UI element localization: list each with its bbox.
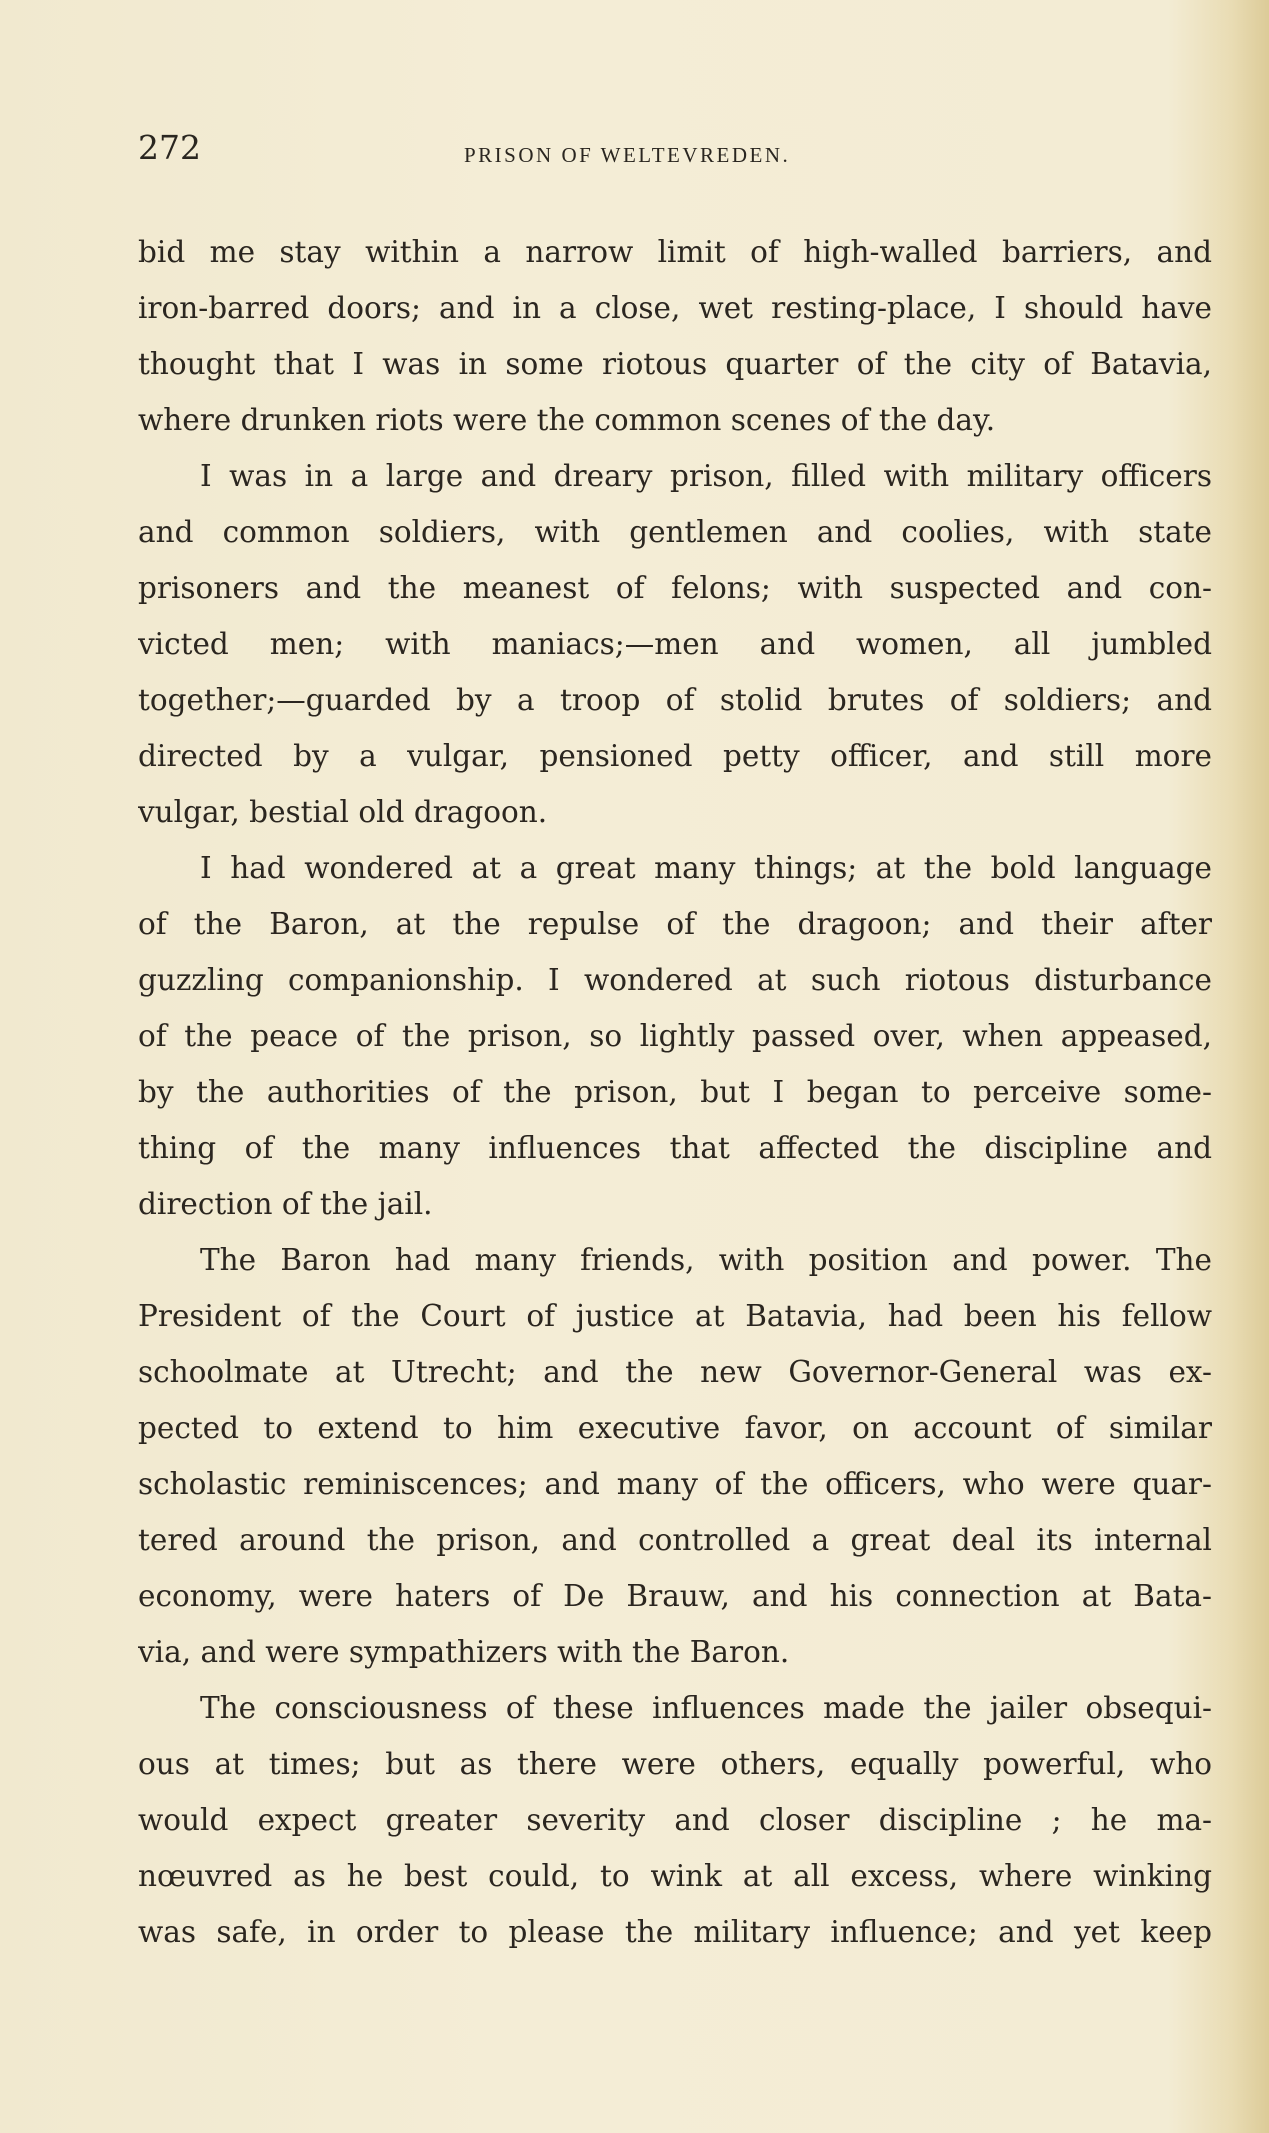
text-line: thought that I was in some riotous quarter of the city of Batavia, <box>138 347 1212 381</box>
text-line: of the Baron, at the repulse of the dragoon; and their after <box>138 907 1212 941</box>
text-line: tered around the prison, and controlled a great deal its internal <box>138 1523 1212 1557</box>
text-line: by the authorities of the prison, but I began to perceive some- <box>138 1075 1212 1109</box>
text-line: economy, were haters of De Brauw, and his connection at Bata- <box>138 1579 1212 1613</box>
running-head: PRISON OF WELTEVREDEN. <box>464 143 791 167</box>
text-line: I was in a large and dreary prison, filled with military officers <box>200 459 1212 493</box>
text-line: I had wondered at a great many things; at the bold language <box>200 851 1212 885</box>
text-line: together;—guarded by a troop of stolid brutes of soldiers; and <box>138 683 1212 717</box>
text-line: via, and were sympathizers with the Baron. <box>138 1635 790 1669</box>
text-line: was safe, in order to please the military influence; and yet keep <box>138 1915 1212 1949</box>
text-line: directed by a vulgar, pensioned petty officer, and still more <box>138 739 1212 773</box>
text-line: thing of the many influences that affected the discipline and <box>138 1131 1212 1165</box>
text-line: prisoners and the meanest of felons; with suspected and con- <box>138 571 1212 605</box>
text-line: would expect greater severity and closer discipline ; he ma- <box>138 1803 1212 1837</box>
body-text <box>138 224 1212 1960</box>
text-line: bid me stay within a narrow limit of high-walled barriers, and <box>138 235 1212 269</box>
page-number: 272 <box>138 128 201 167</box>
text-line: nœuvred as he best could, to wink at all excess, where winking <box>138 1859 1212 1893</box>
text-line: ous at times; but as there were others, equally powerful, who <box>138 1747 1212 1781</box>
text-line: President of the Court of justice at Batavia, had been his fellow <box>138 1299 1212 1333</box>
text-line: scholastic reminiscences; and many of the officers, who were quar- <box>138 1467 1212 1501</box>
text-line: The consciousness of these influences made the jailer obsequi- <box>200 1691 1212 1725</box>
text-line: and common soldiers, with gentlemen and coolies, with state <box>138 515 1212 549</box>
page-header <box>138 128 1218 178</box>
text-line: vulgar, bestial old dragoon. <box>138 795 548 829</box>
text-line: iron-barred doors; and in a close, wet resting-place, I should have <box>138 291 1212 325</box>
text-line: schoolmate at Utrecht; and the new Governor-General was ex- <box>138 1355 1212 1389</box>
text-line: pected to extend to him executive favor, on account of similar <box>138 1411 1212 1445</box>
text-line: victed men; with maniacs;—men and women, all jumbled <box>138 627 1212 661</box>
text-line: direction of the jail. <box>138 1187 433 1221</box>
text-line: where drunken riots were the common scenes of the day. <box>138 403 996 437</box>
text-line: of the peace of the prison, so lightly passed over, when appeased, <box>138 1019 1212 1053</box>
text-line: guzzling companionship. I wondered at such riotous disturbance <box>138 963 1212 997</box>
text-line: The Baron had many friends, with position and power. The <box>200 1243 1212 1277</box>
